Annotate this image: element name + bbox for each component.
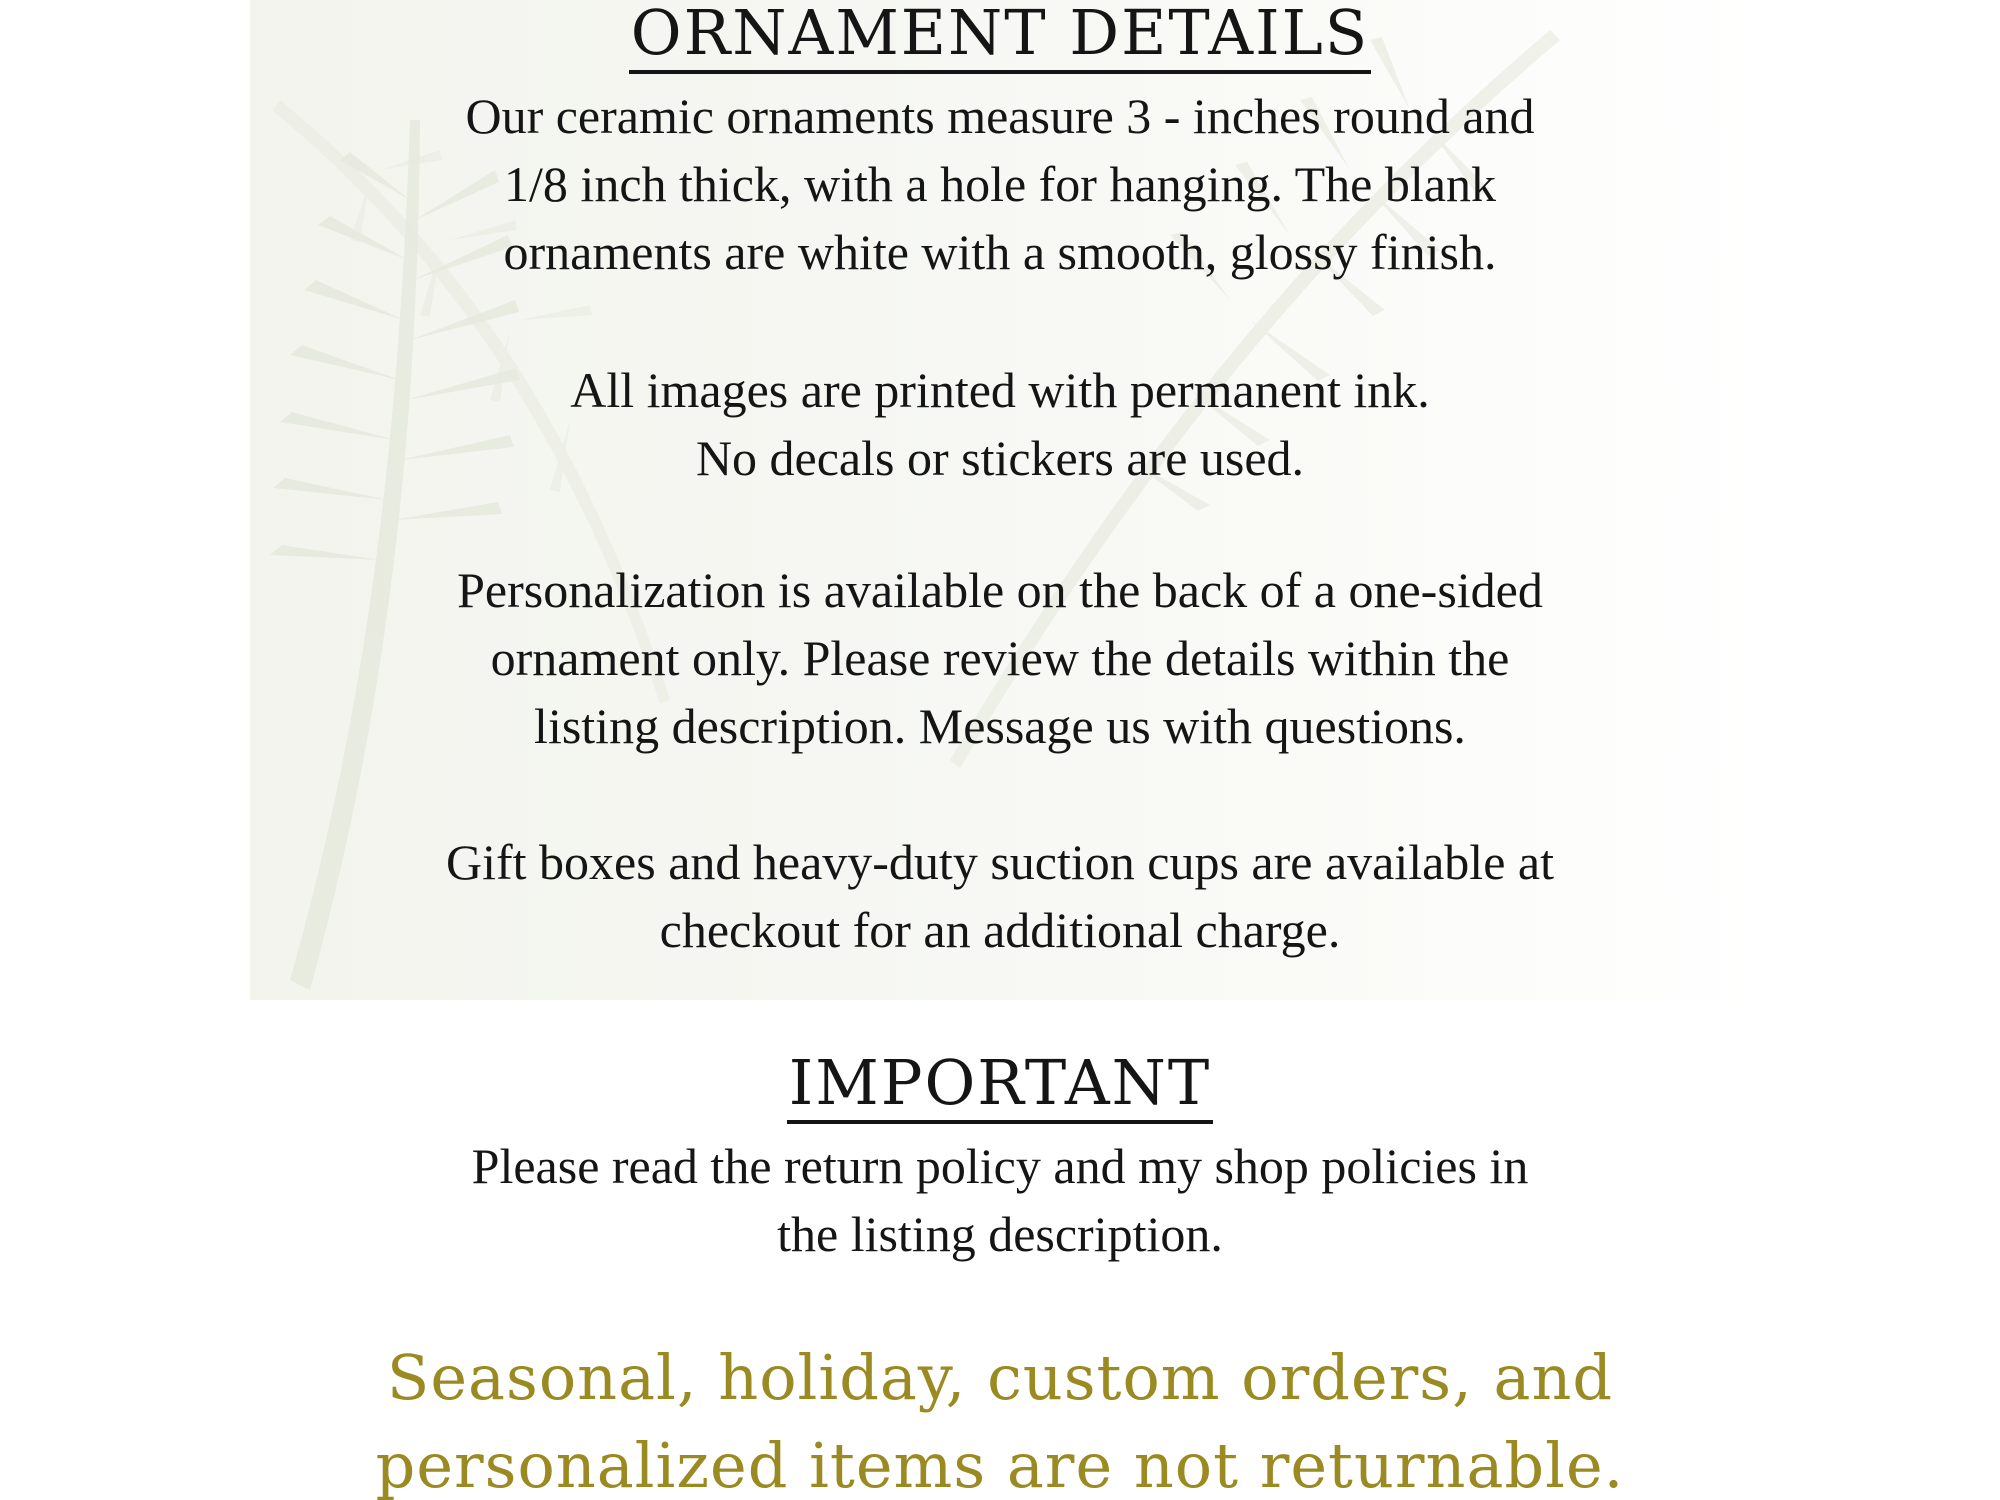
size-line: ornaments are white with a smooth, glossy finish. [503,224,1497,280]
printing-line: All images are printed with permanent ink. [570,362,1430,418]
returns-notice [300,1334,1700,1500]
gift-paragraph [300,828,1700,964]
personalization-line: Personalization is available on the back of a one-sided [457,562,1543,618]
gift-line: checkout for an additional charge. [659,902,1341,958]
important-paragraph [300,1132,1700,1268]
important-heading [0,1046,2000,1124]
personalization-line: ornament only. Please review the details within the [490,630,1510,686]
important-heading-text: IMPORTANT [787,1052,1213,1124]
returns-notice-line: Seasonal, holiday, custom orders, and [386,1341,1614,1414]
ornament-details-heading [0,2,2000,74]
size-paragraph [300,82,1700,286]
size-line: Our ceramic ornaments measure 3 - inches round and [465,88,1535,144]
gift-line: Gift boxes and heavy-duty suction cups are available at [446,834,1554,890]
personalization-paragraph [300,556,1700,760]
printing-line: No decals or stickers are used. [695,430,1305,486]
printing-paragraph [300,356,1700,492]
important-line: Please read the return policy and my shop policies in [471,1138,1529,1194]
personalization-line: listing description. Message us with questions. [534,698,1466,754]
ornament-details-heading-text: ORNAMENT DETAILS [629,2,1371,74]
returns-notice-line: personalized items are not returnable. [375,1429,1625,1500]
size-line: 1/8 inch thick, with a hole for hanging. The blank [504,156,1496,212]
important-line: the listing description. [777,1206,1223,1262]
